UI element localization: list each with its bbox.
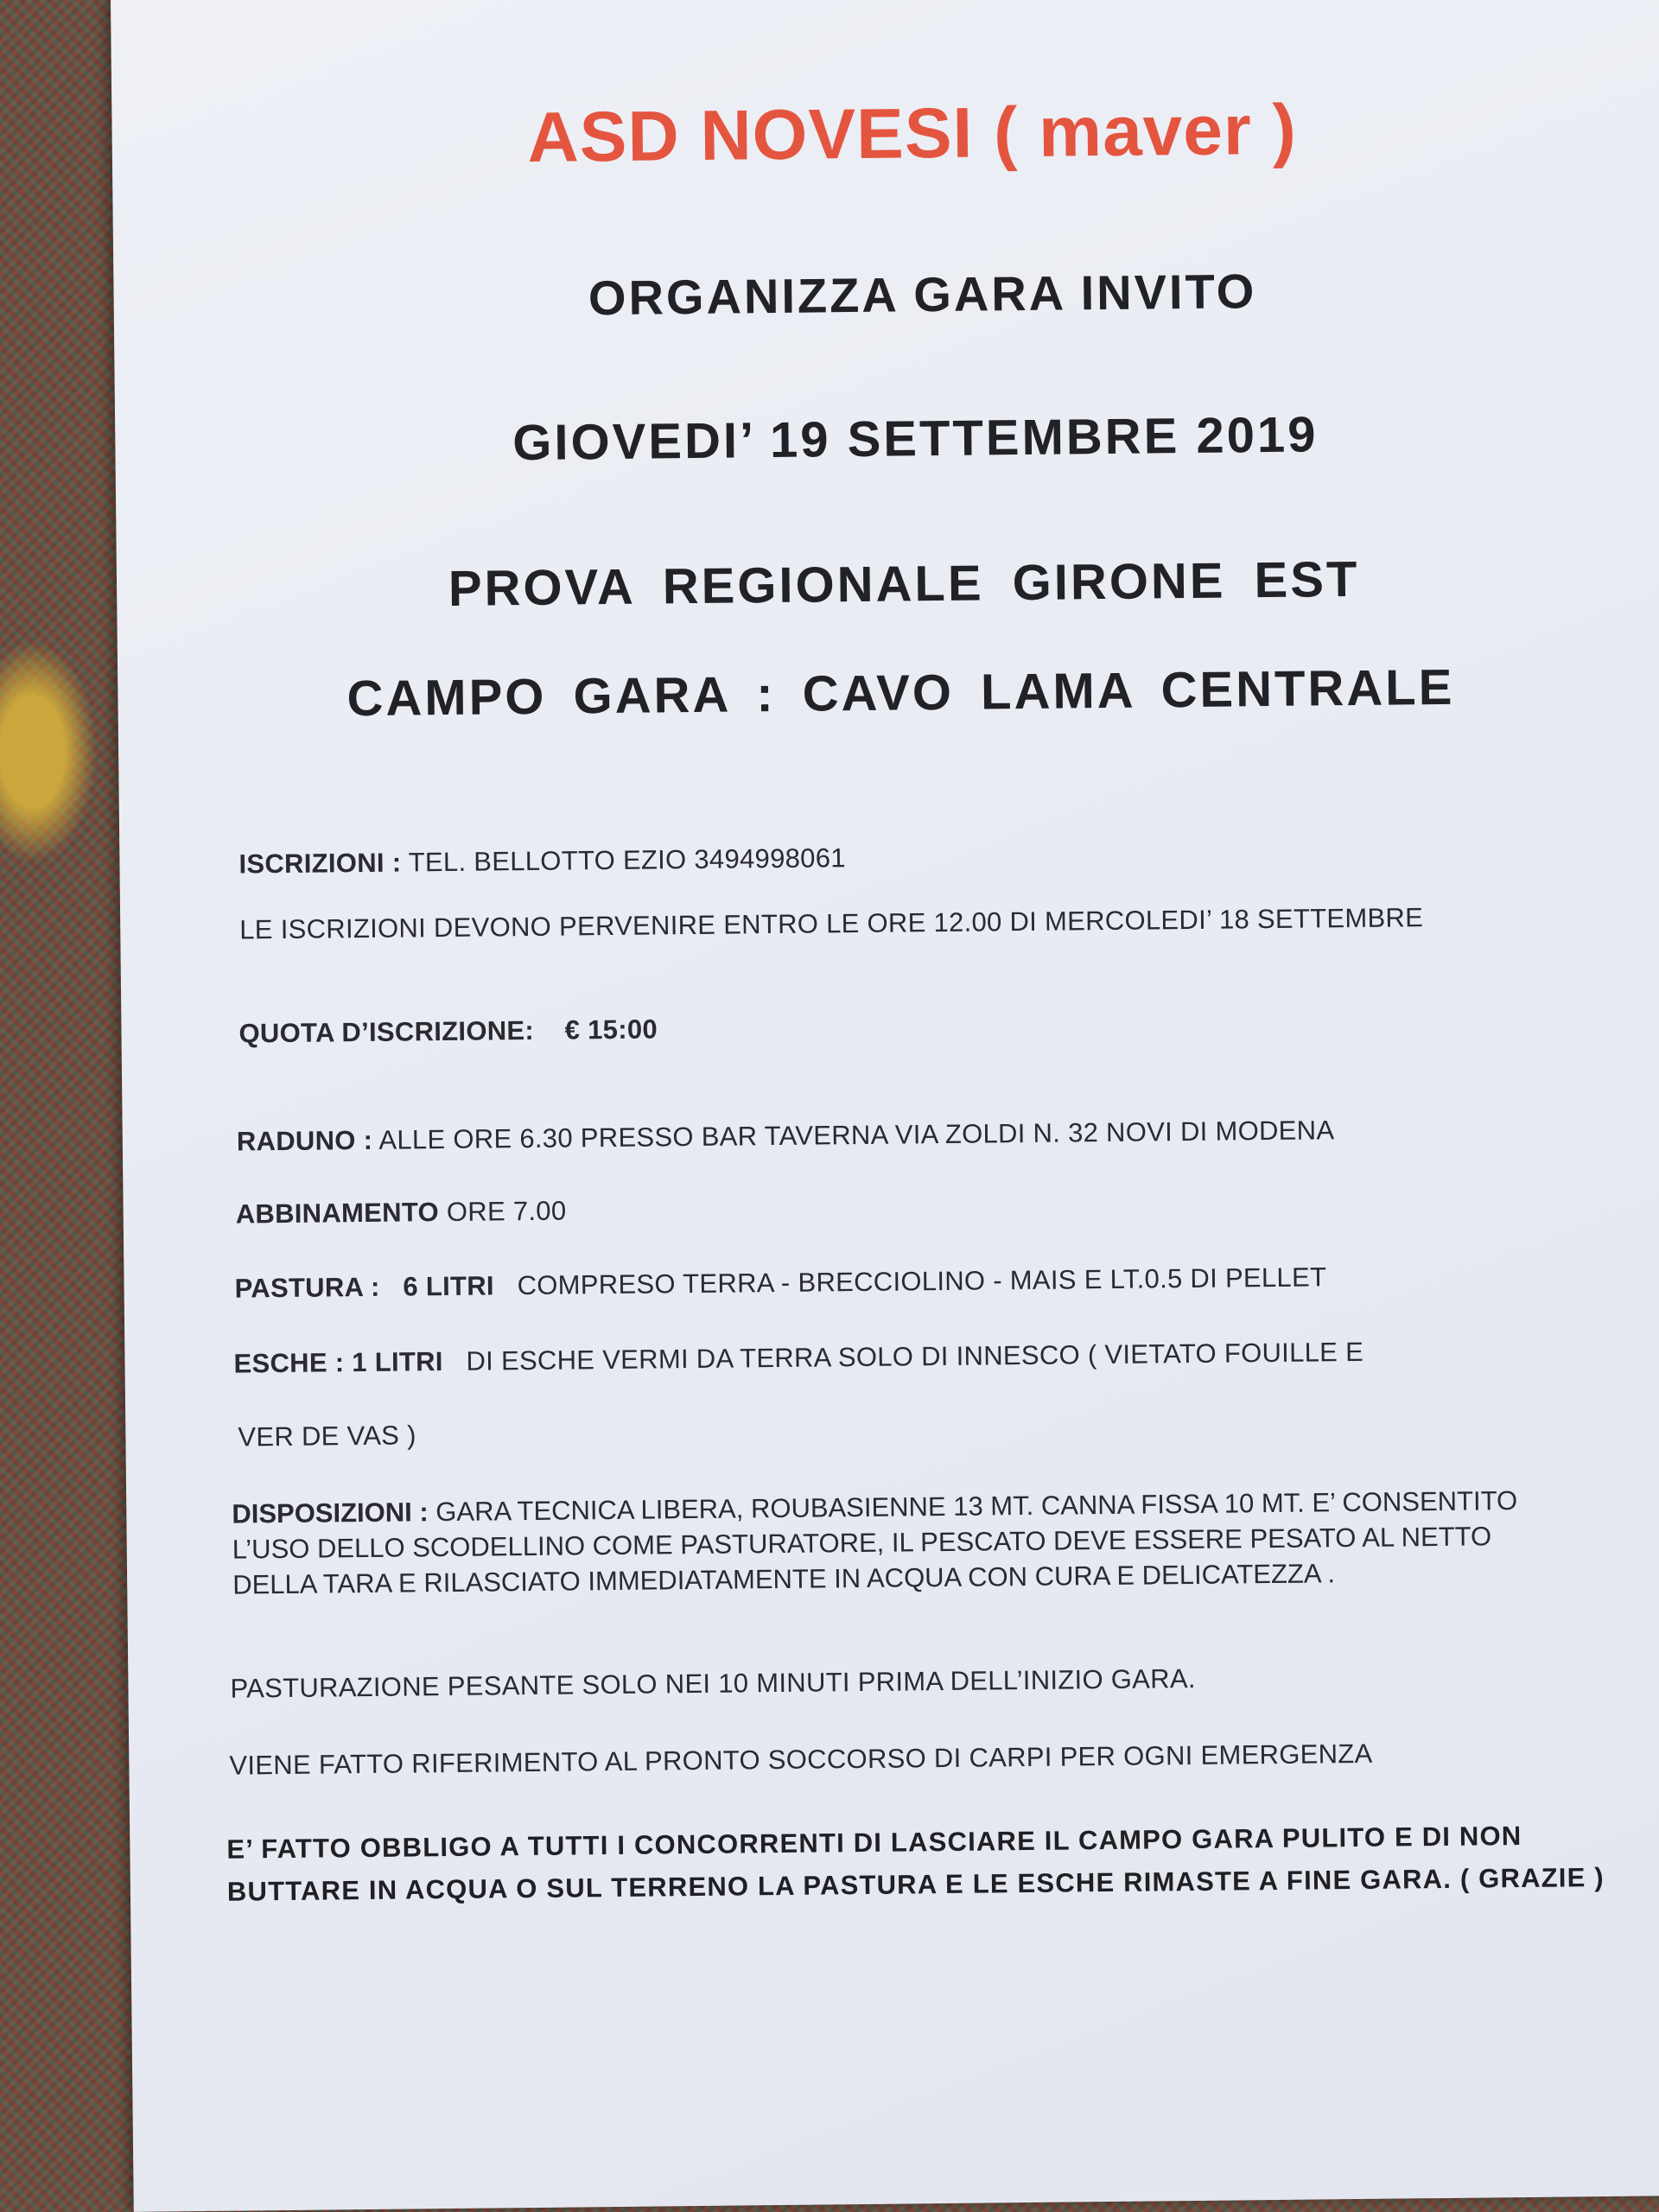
raduno-label: RADUNO : <box>236 1124 373 1157</box>
esche-label: ESCHE : <box>233 1347 345 1379</box>
fabric-ornament <box>0 622 108 881</box>
disposizioni-text: GARA TECNICA LIBERA, ROUBASIENNE 13 MT. CANNA FISSA 10 MT. E’ CONSENTITO L’USO DELLO SCODELLINO COME PASTURATORE, IL PESCATO DEVE ESSERE PESATO AL NETTO DELLA TARA E RILASCIATO IMMEDIATAMENTE IN ACQUA CON CURA E DELICATEZZA . <box>232 1485 1518 1600</box>
headline-date: GIOVEDI’ 19 SETTEMBRE 2019 <box>512 406 1319 472</box>
closing-notice: E’ FATTO OBBLIGO A TUTTI I CONCORRENTI DI LASCIARE IL CAMPO GARA PULITO E DI NON BUTTARE IN ACQUA O SUL TERRENO LA PASTURA E LE ESCHE RIMASTE A FINE GARA. ( GRAZIE ) <box>226 1821 1605 1907</box>
pastura-label: PASTURA : <box>234 1271 380 1304</box>
abbinamento-label: ABBINAMENTO <box>235 1197 440 1230</box>
raduno-text: ALLE ORE 6.30 PRESSO BAR TAVERNA VIA ZOLDI N. 32 NOVI DI MODENA <box>378 1115 1335 1155</box>
esche-quantity: 1 LITRI <box>352 1346 443 1378</box>
esche-continued: VER DE VAS ) <box>238 1420 416 1452</box>
abbinamento-text: ORE 7.00 <box>446 1195 567 1228</box>
disposizioni-label: DISPOSIZIONI : <box>232 1497 429 1529</box>
club-title: ASD NOVESI ( maver ) <box>527 90 1298 177</box>
quota-label: QUOTA D’ISCRIZIONE: <box>238 1014 535 1049</box>
quota-value: € 15:00 <box>564 1014 658 1046</box>
pastura-quantity: 6 LITRI <box>403 1270 495 1302</box>
iscrizioni-line <box>238 841 846 881</box>
pastura-text: COMPRESO TERRA - BRECCIOLINO - MAIS E LT.0.5 DI PELLET <box>517 1262 1327 1301</box>
pastura-line <box>234 1260 1326 1306</box>
esche-text: DI ESCHE VERMI DA TERRA SOLO DI INNESCO ( VIETATO FOUILLE E <box>466 1336 1364 1376</box>
flyer-content <box>111 0 1659 2212</box>
esche-line <box>233 1335 1363 1382</box>
deadline-line: LE ISCRIZIONI DEVONO PERVENIRE ENTRO LE ORE 12.00 DI MERCOLEDI’ 18 SETTEMBRE <box>239 902 1424 945</box>
soccorso-line: VIENE FATTO RIFERIMENTO AL PRONTO SOCCORSO DI CARPI PER OGNI EMERGENZA <box>229 1738 1373 1781</box>
quota-line <box>238 1012 658 1051</box>
disposizioni-paragraph <box>232 1482 1580 1602</box>
headline-prova: PROVA REGIONALE GIRONE EST <box>448 550 1360 617</box>
pasturazione-line: PASTURAZIONE PESANTE SOLO NEI 10 MINUTI PRIMA DELL’INIZIO GARA. <box>230 1662 1196 1704</box>
raduno-line <box>237 1113 1335 1159</box>
abbinamento-line <box>236 1194 567 1232</box>
flyer-sheet <box>111 0 1659 2212</box>
iscrizioni-contact: TEL. BELLOTTO EZIO 3494998061 <box>408 842 846 878</box>
headline-campo-gara: CAMPO GARA : CAVO LAMA CENTRALE <box>346 658 1455 728</box>
headline-organizza: ORGANIZZA GARA INVITO <box>588 264 1257 326</box>
iscrizioni-label: ISCRIZIONI : <box>238 847 402 880</box>
